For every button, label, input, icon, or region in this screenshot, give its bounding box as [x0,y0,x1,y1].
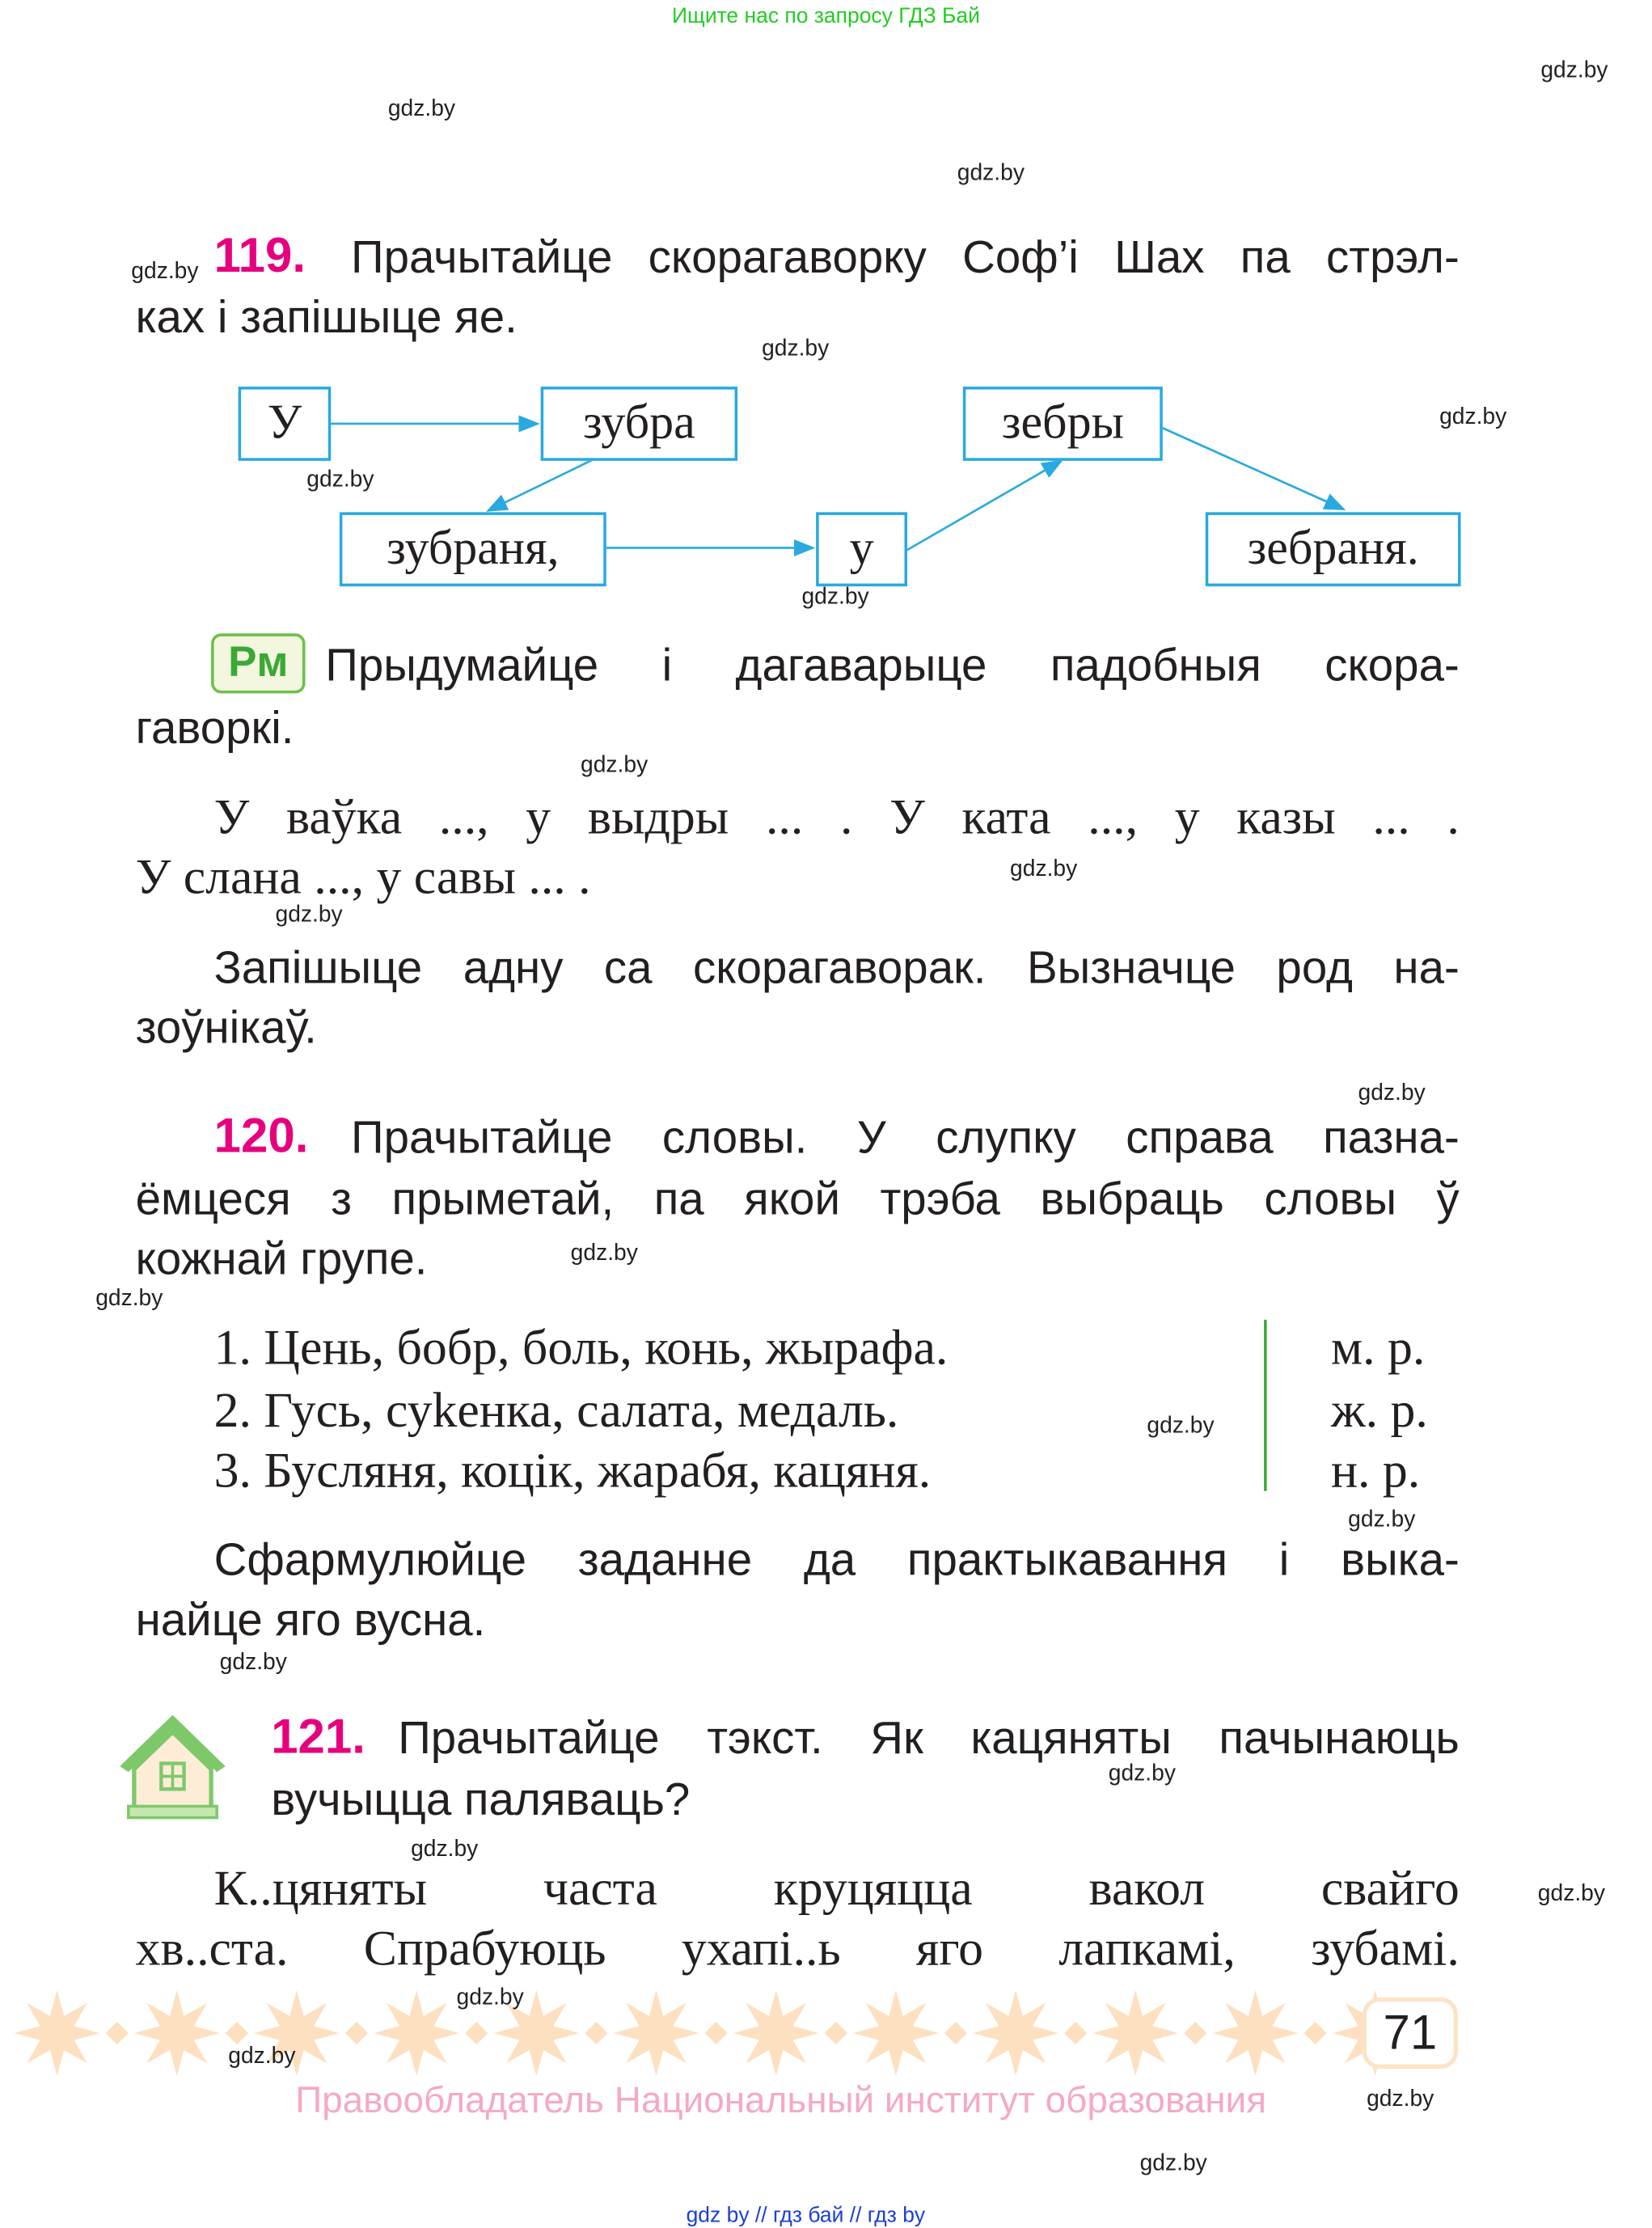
gender-label: м. р. [1330,1319,1426,1376]
watermark: gdz.by [95,1287,163,1312]
task-text: Запішыце адну са скорагаворак. Вызначце род на- [213,941,1460,993]
exercise-121-text: вучыцца паляваць? [271,1773,691,1825]
watermark: gdz.by [1358,1081,1426,1106]
watermark: gdz.by [1439,405,1507,430]
ornament-diamond [1184,2022,1206,2044]
watermark: gdz.by [1540,58,1608,83]
exercise-119-text: Прачытайце скорагаворку Соф’і Шах па стрэл- [350,230,1460,283]
ornament-diamond [345,2022,368,2044]
page-number: 71 [1363,1998,1458,2069]
reading-text: хв..ста. Спрабуюць ухапі..ь яго лапкамі, зубамі. [135,1920,1460,1976]
task-text: зоўнікаў. [135,1001,317,1053]
watermark: gdz.by [275,903,343,928]
exercise-119-number: 119. [213,229,306,284]
watermark: gdz.by [1108,1761,1176,1786]
watermark: gdz.by [570,1241,638,1266]
diagram-word-box: зубраня, [340,512,606,586]
arrow [1163,428,1344,509]
diagram-word-box: У [239,387,332,461]
watermark: gdz.by [1367,2087,1434,2112]
speech-development-badge: Рм [211,633,305,693]
diagram-word-box: зебраня. [1206,512,1461,586]
watermark: gdz.by [131,260,199,285]
exercise-121-number: 121. [271,1710,365,1765]
watermark: gdz.by [1010,857,1078,882]
gender-label: ж. р. [1330,1382,1428,1439]
watermark: gdz.by [801,585,869,610]
diagram-word-box: зубра [541,387,737,461]
diagram-word-box: у [816,512,907,586]
watermark: gdz.by [456,1985,524,2010]
ornament-diamond [1064,2022,1087,2044]
arrow [906,461,1061,551]
arrow [488,459,594,511]
watermark: gdz.by [306,467,374,493]
ornament-star-motif [853,1990,967,2076]
exercise-120-text: кожнай групе. [135,1232,428,1284]
ornament-diamond [465,2022,488,2044]
copyright-notice: Правообладатель Национальный институт образования [295,2078,1267,2121]
exercise-121-text: Прачытайце тэкст. Як кацяняты пачынаюць [398,1712,1460,1764]
ornament-diamond [825,2022,847,2044]
reading-text: К..цяняты часта круцяцца вакол свайго [213,1860,1460,1917]
watermark: gdz.by [411,1837,479,1862]
homework-house-icon [114,1710,231,1824]
tongue-twister-template: У слана ..., у савы ... . [135,848,591,905]
watermark: gdz.by [957,161,1025,186]
ornament-diamond [705,2022,728,2044]
task-text: найце яго вусна. [135,1593,486,1646]
ornament-star-motif [15,1990,129,2076]
watermark: gdz.by [581,753,649,778]
ornament-diamond [585,2022,607,2044]
watermark: gdz.by [219,1651,287,1676]
ornament-star-motif [1213,1990,1327,2076]
ornament-star-motif [973,1990,1087,2076]
ornament-diamond [106,2022,129,2044]
ornament-star-motif [614,1990,728,2076]
word-group: 1. Цень, бобр, боль, конь, жырафа. [213,1319,949,1376]
exercise-120-number: 120. [213,1109,309,1164]
exercise-119-text: ках і запішыце яе. [135,290,518,343]
diagram-word-box: зебры [963,387,1163,461]
watermark: gdz.by [762,336,830,361]
footer-links[interactable]: gdz by // гдз бай // гдз by [686,2203,926,2228]
exercise-120-text: ёмцеся з прыметай, па якой трэба выбраць словы ў [135,1173,1460,1224]
exercise-120-text: Прачытайце словы. У слупку справа пазна- [350,1111,1460,1163]
word-group: 3. Бусляня, коцік, жарабя, кацяня. [213,1442,932,1499]
watermark: gdz.by [228,2044,296,2069]
task-text: Прыдумайце і дагаварыце падобныя скора- [325,639,1460,691]
tongue-twister-template: У ваўка ..., у выдры ... . У ката ..., у казы ... . [213,788,1460,845]
watermark: gdz.by [1348,1507,1416,1533]
column-divider [1264,1320,1267,1491]
task-text: гаворкі. [135,701,294,754]
watermark: gdz.by [1537,1881,1605,1906]
gender-label: н. р. [1330,1442,1421,1499]
ornament-diamond [226,2022,248,2044]
ornament-star-motif [1092,1990,1206,2076]
watermark: gdz.by [1139,2151,1207,2176]
ornament-diamond [944,2022,967,2044]
watermark: gdz.by [387,96,456,121]
ornament-star-motif [733,1990,847,2076]
watermark: gdz.by [1147,1414,1215,1439]
search-hint[interactable]: Ищите нас по запросу ГДЗ Бай [672,4,980,29]
word-group: 2. Гусь, суkенка, салата, медаль. [213,1382,899,1439]
task-text: Сфармулюйце заданне да практыкавання і выка- [213,1533,1460,1586]
ornament-diamond [1303,2022,1326,2044]
